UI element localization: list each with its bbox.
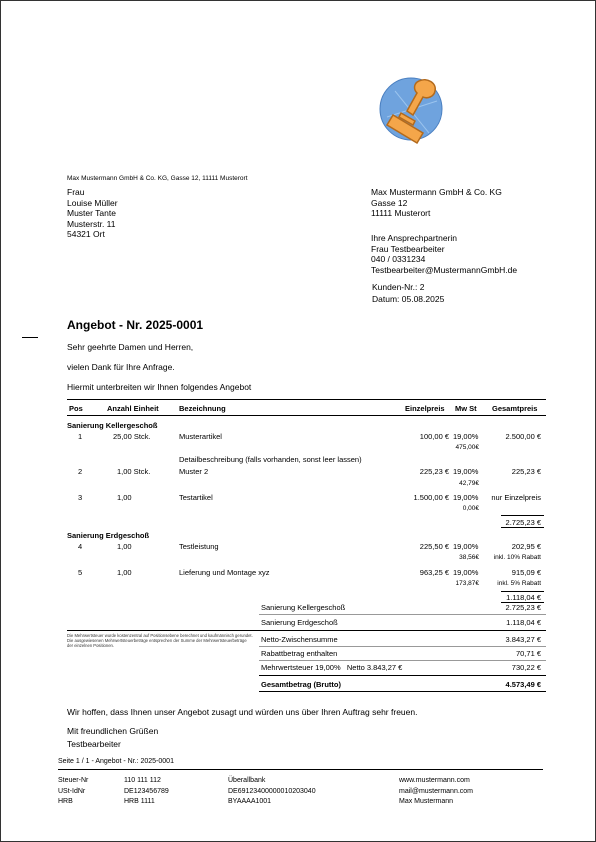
- row-qty: 1,00 Stck.: [117, 467, 151, 476]
- table-header-rule: [67, 415, 546, 416]
- row-vat-rate: 19,00%: [453, 432, 479, 441]
- intro-text: Hiermit unterbreiten wir Ihnen folgendes Angebot: [67, 382, 252, 392]
- company-line: 11111 Musterort: [371, 208, 431, 218]
- footer-owner: Max Mustermann: [399, 798, 454, 805]
- row-vat-rate: 19,00%: [453, 542, 479, 551]
- recipient-line: Muster Tante: [67, 208, 116, 218]
- col-header-vat: Mw St: [455, 404, 477, 413]
- recipient-address: [67, 187, 118, 240]
- row-vat-rate: 19,00%: [453, 493, 479, 502]
- summary-label: Sanierung Erdgeschoß: [261, 618, 338, 627]
- row-pos: 1: [78, 432, 83, 441]
- bank-name: Überallbank: [228, 777, 266, 784]
- row-unit-price: 225,50 €: [419, 542, 449, 551]
- total-rule: [259, 660, 546, 661]
- footer-contact: [399, 776, 473, 808]
- row-pos: 5: [78, 568, 83, 577]
- col-header-qty: Anzahl Einheit: [107, 404, 159, 413]
- row-discount-note: inkl. 5% Rabatt: [497, 580, 541, 587]
- row-vat-amount: 173,87€: [455, 580, 479, 587]
- row-unit-price: 1.500,00 €: [413, 493, 449, 502]
- row-vat-rate: 19,00%: [453, 467, 479, 476]
- total-label: Mehrwertsteuer 19,00% Netto 3.843,27 €: [261, 663, 403, 672]
- contact-line: Ihre Ansprechpartnerin: [371, 233, 457, 243]
- subtotal-rule: [501, 515, 544, 516]
- footer-value: DE123456789: [124, 787, 169, 795]
- group-heading: Sanierung Kellergeschoß: [67, 421, 158, 430]
- row-unit-price: 963,25 €: [419, 568, 449, 577]
- vat-note: Die Mehrwertsteuer wurde kostenzentral auf Positionsebene berechnet und kaufmännisch gerundet. Die ausgewiesenen Mehrwertsteuerbeträge entsprechen der Summe der Mehrwertsteuerbeträge der einzelnen Positionen.: [67, 633, 253, 648]
- summary-rule: [259, 614, 546, 615]
- col-header-description: Bezeichnung: [179, 404, 226, 413]
- row-description: Testartikel: [179, 493, 213, 502]
- row-pos: 4: [78, 542, 83, 551]
- signature-name: Testbearbeiter: [67, 739, 121, 749]
- page-info: Seite 1 / 1 - Angebot - Nr.: 2025-0001: [58, 758, 174, 765]
- row-detail-description: Detailbeschreibung (falls vorhanden, sonst leer lassen): [179, 455, 362, 464]
- summary-top-rule: [67, 630, 546, 631]
- footer-label: Steuer-Nr: [58, 777, 89, 784]
- row-qty: 1,00: [117, 542, 132, 551]
- row-qty: 25,00 Stck.: [113, 432, 151, 441]
- col-header-pos: Pos: [69, 404, 83, 413]
- fold-mark: [22, 337, 38, 338]
- footer-email: mail@mustermann.com: [399, 787, 474, 795]
- row-qty: 1,00: [117, 493, 132, 502]
- total-value: 70,71 €: [515, 649, 541, 658]
- total-rule: [259, 646, 546, 647]
- group-subtotal: 2.725,23 €: [505, 518, 541, 527]
- row-qty: 1,00: [117, 568, 132, 577]
- summary-value: 2.725,23 €: [505, 603, 541, 612]
- total-value: 3.843,27 €: [505, 635, 541, 644]
- footer-bank: [228, 776, 316, 808]
- footer-value: 110 111 112: [124, 777, 161, 784]
- row-description: Musterartikel: [179, 432, 222, 441]
- company-line: Gasse 12: [371, 197, 408, 208]
- contact-block: [371, 233, 517, 275]
- grand-total-label: Gesamtbetrag (Brutto): [261, 680, 342, 689]
- row-total: 915,09 €: [511, 568, 541, 577]
- col-header-unit-price: Einzelpreis: [405, 404, 445, 413]
- row-vat-amount: 475,00€: [455, 444, 479, 451]
- row-discount-note: inkl. 10% Rabatt: [493, 554, 541, 561]
- row-vat-amount: 0,00€: [462, 505, 479, 512]
- row-vat-amount: 42,79€: [459, 480, 479, 487]
- row-description: Muster 2: [179, 467, 209, 476]
- recipient-line: Louise Müller: [67, 197, 118, 208]
- document-title: Angebot - Nr. 2025-0001: [67, 318, 204, 332]
- bank-bic: BYAAAA1001: [228, 798, 272, 805]
- footer-label: HRB: [58, 798, 73, 805]
- group-heading: Sanierung Erdgeschoß: [67, 531, 150, 540]
- row-total: 225,23 €: [511, 467, 541, 476]
- company-address: [371, 187, 502, 219]
- recipient-line: Musterstr. 11: [67, 218, 116, 229]
- row-total: 2.500,00 €: [505, 432, 541, 441]
- footer-labels: [58, 776, 88, 808]
- row-pos: 2: [78, 467, 83, 476]
- row-total: nur Einzelpreis: [491, 493, 541, 502]
- row-vat-amount: 38,56€: [459, 554, 479, 561]
- closing-text: Wir hoffen, dass Ihnen unser Angebot zusagt und würden uns über Ihren Auftrag sehr freuen.: [67, 707, 418, 717]
- table-top-rule: [67, 399, 546, 400]
- group-subtotal: 1.118,04 €: [506, 593, 541, 602]
- row-unit-price: 225,23 €: [419, 467, 449, 476]
- regards: Mit freundlichen Grüßen: [67, 726, 159, 736]
- recipient-line: Frau: [67, 187, 85, 197]
- row-pos: 3: [78, 493, 83, 502]
- subtotal-rule: [501, 591, 544, 592]
- grand-total-rule: [259, 691, 546, 692]
- footer-rule: [58, 769, 543, 770]
- contact-line: Frau Testbearbeiter: [371, 243, 445, 254]
- recipient-line: 54321 Ort: [67, 229, 105, 239]
- greeting: Sehr geehrte Damen und Herren,: [67, 342, 194, 352]
- footer-website: www.mustermann.com: [399, 777, 470, 784]
- total-value: 730,22 €: [511, 663, 541, 672]
- footer-values: [124, 776, 169, 808]
- summary-value: 1.118,04 €: [506, 618, 541, 627]
- total-label: Rabattbetrag enthalten: [261, 649, 338, 658]
- col-header-total: Gesamtpreis: [492, 404, 538, 413]
- row-description: Lieferung und Montage xyz: [179, 568, 270, 577]
- grand-total-rule: [259, 675, 546, 676]
- subtotal-rule: [501, 527, 544, 528]
- grand-total-value: 4.573,49 €: [505, 680, 541, 689]
- contact-email: Testbearbeiter@MustermannGmbH.de: [371, 264, 518, 275]
- row-unit-price: 100,00 €: [419, 432, 449, 441]
- footer-value: HRB 1111: [124, 798, 155, 805]
- contact-line: 040 / 0331234: [371, 254, 426, 264]
- stamp-logo-icon: [377, 71, 447, 151]
- bank-iban: DE69123400000010203040: [228, 787, 316, 795]
- company-line: Max Mustermann GmbH & Co. KG: [371, 187, 502, 197]
- total-label: Netto-Zwischensumme: [261, 635, 338, 644]
- summary-label: Sanierung Kellergeschoß: [261, 603, 346, 612]
- document-date: Datum: 05.08.2025: [372, 294, 445, 304]
- row-vat-rate: 19,00%: [453, 568, 479, 577]
- sender-line: Max Mustermann GmbH & Co. KG, Gasse 12, 11111 Musterort: [67, 175, 248, 182]
- thanks-text: vielen Dank für Ihre Anfrage.: [67, 362, 175, 372]
- row-description: Testleistung: [179, 542, 219, 551]
- footer-label: USt-IdNr: [58, 787, 86, 795]
- row-total: 202,95 €: [511, 542, 541, 551]
- customer-number: Kunden-Nr.: 2: [372, 282, 425, 292]
